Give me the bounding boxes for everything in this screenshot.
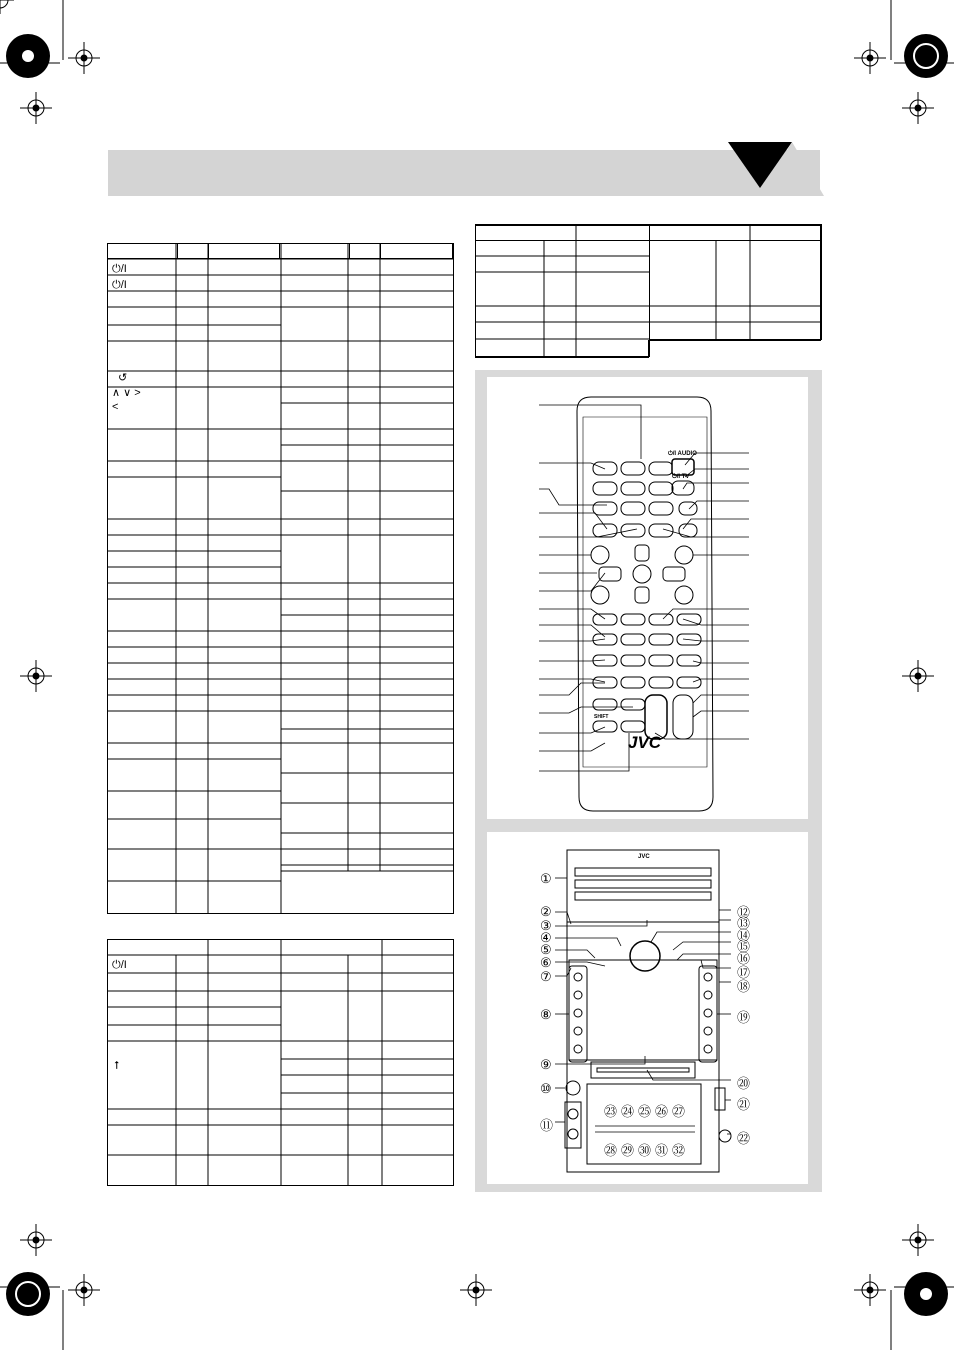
main-unit-illustration [487,832,808,1184]
callout-18: ⑱ [737,979,751,994]
callout-15: ⑮ [737,939,751,954]
power-symbol-row2: ⏻/I [112,279,127,291]
shift-label: SHIFT [594,714,609,720]
callout-16: ⑯ [737,951,751,966]
callout-5: ⑤ [540,942,552,957]
callout-24: ㉔ [621,1104,635,1119]
tv-power-label: ⏻/I TV [672,474,690,480]
callout-21: ㉑ [737,1097,751,1112]
callout-28: ㉘ [604,1143,618,1158]
callout-26: ㉖ [655,1104,669,1119]
callout-14: ⑭ [737,928,751,943]
return-icon: ↺ [118,372,128,384]
callout-30: ㉚ [638,1143,652,1158]
callout-17: ⑰ [737,965,751,980]
callout-11: ⑪ [540,1118,554,1133]
callout-22: ㉒ [737,1131,751,1146]
unit-button-table-grid [107,939,455,1189]
power-symbol-unit: ⏻/I [112,959,127,971]
callout-27: ㉗ [672,1104,686,1119]
power-symbol-row1: ⏻/I [112,263,127,275]
callout-2: ② [540,904,552,919]
tv-button-table-grid [475,224,823,358]
usb-icon: ⭡ [114,1060,120,1072]
callout-7: ⑦ [540,969,552,984]
callout-10: ⑩ [540,1081,552,1096]
callout-3: ③ [540,918,552,933]
callout-8: ⑧ [540,1007,552,1022]
callout-23: ㉓ [604,1104,618,1119]
cursor-up-down-right-icons: ∧ ∨ > [112,387,141,399]
callout-4: ④ [540,930,552,945]
callout-32: ㉜ [672,1143,686,1158]
unit-brand-logo: JVC [638,854,650,860]
remote-button-table-grid [107,243,455,915]
remote-brand-logo: JVC [628,733,662,752]
callout-29: ㉙ [621,1143,635,1158]
header-bar-tip [760,142,824,196]
callout-31: ㉛ [655,1143,669,1158]
callout-13: ⑬ [737,916,751,931]
audio-power-label: ⏻/I AUDIO [668,451,697,457]
callout-19: ⑲ [737,1010,751,1025]
callout-25: ㉕ [638,1104,652,1119]
callout-20: ⑳ [737,1076,751,1091]
callout-9: ⑨ [540,1057,552,1072]
callout-12: ⑫ [737,905,751,920]
section-header-bar [108,150,820,196]
callout-6: ⑥ [540,955,552,970]
cursor-left-icon: < [112,401,119,413]
callout-1: ① [540,871,552,886]
